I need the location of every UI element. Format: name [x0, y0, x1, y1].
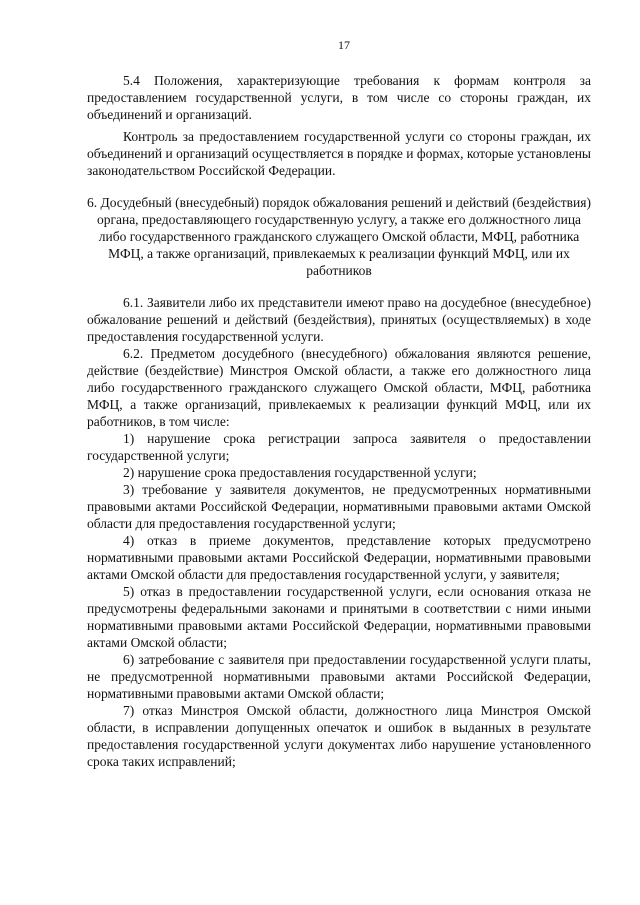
- section-5-4-title: 5.4 Положения, характеризующие требования к формам контроля за предоставлением государственной услуги, в том числе со стороны граждан, их объединений и организаций.: [87, 73, 591, 122]
- section-6-1: 6.1. Заявители либо их представители имеют право на досудебное (внесудебное) обжалование решений и действий (бездействия), принятых (осуществляемых) в ходе предоставления государственной услуги.: [87, 295, 591, 344]
- list-item-5: 5) отказ в предоставлении государственной услуги, если основания отказа не предусмотрены федеральными законами и принятыми в соответствии с ними иными нормативными правовыми актами Российской Федерации, нормативными правовыми актами Омской области;: [87, 584, 591, 650]
- list-item-6: 6) затребование с заявителя при предоставлении государственной услуги платы, не предусмотренной нормативными правовыми актами Российской Федерации, нормативными правовыми актами Омской области;: [87, 652, 591, 701]
- list-item-4: 4) отказ в приеме документов, представление которых предусмотрено нормативными правовыми актами Российской Федерации, нормативными правовыми актами Омской области для предоставления государственной услуги, у заявителя;: [87, 533, 591, 582]
- list-item-1: 1) нарушение срока регистрации запроса заявителя о предоставлении государственной услуги;: [87, 431, 591, 463]
- list-item-2: 2) нарушение срока предоставления государственной услуги;: [123, 465, 477, 480]
- document-page: [87, 38, 591, 770]
- section-6-heading: 6. Досудебный (внесудебный) порядок обжалования решений и действий (бездействия) органа, предоставляющего государственную услугу, а также его должностного лица либо государственного гражданского служащего Омской области, МФЦ, работника МФЦ, а также организаций, привлекаемых к реализации функций МФЦ, или их работников: [87, 195, 591, 278]
- section-5-4-body: Контроль за предоставлением государственной услуги со стороны граждан, их объединений и организаций осуществляется в порядке и формах, которые установлены законодательством Российской Федерации.: [87, 129, 591, 178]
- list-item-7: 7) отказ Минстроя Омской области, должностного лица Минстроя Омской области, в исправлении допущенных опечаток и ошибок в выданных в результате предоставления государственной услуги документах либо нарушение установленного срока таких исправлений;: [87, 703, 591, 769]
- list-item-3: 3) требование у заявителя документов, не предусмотренных нормативными правовыми актами Российской Федерации, нормативными правовыми актами Омской области для предоставления государственной услуги;: [87, 482, 591, 531]
- section-6-2: 6.2. Предметом досудебного (внесудебного) обжалования являются решение, действие (бездействие) Минстроя Омской области, а также его должностного лица либо государственного гражданского служащего Омской области, МФЦ, работника МФЦ, а также организаций, привлекаемых к реализации функций МФЦ, или их работников, в том числе:: [87, 346, 591, 429]
- page-number: 17: [338, 38, 350, 52]
